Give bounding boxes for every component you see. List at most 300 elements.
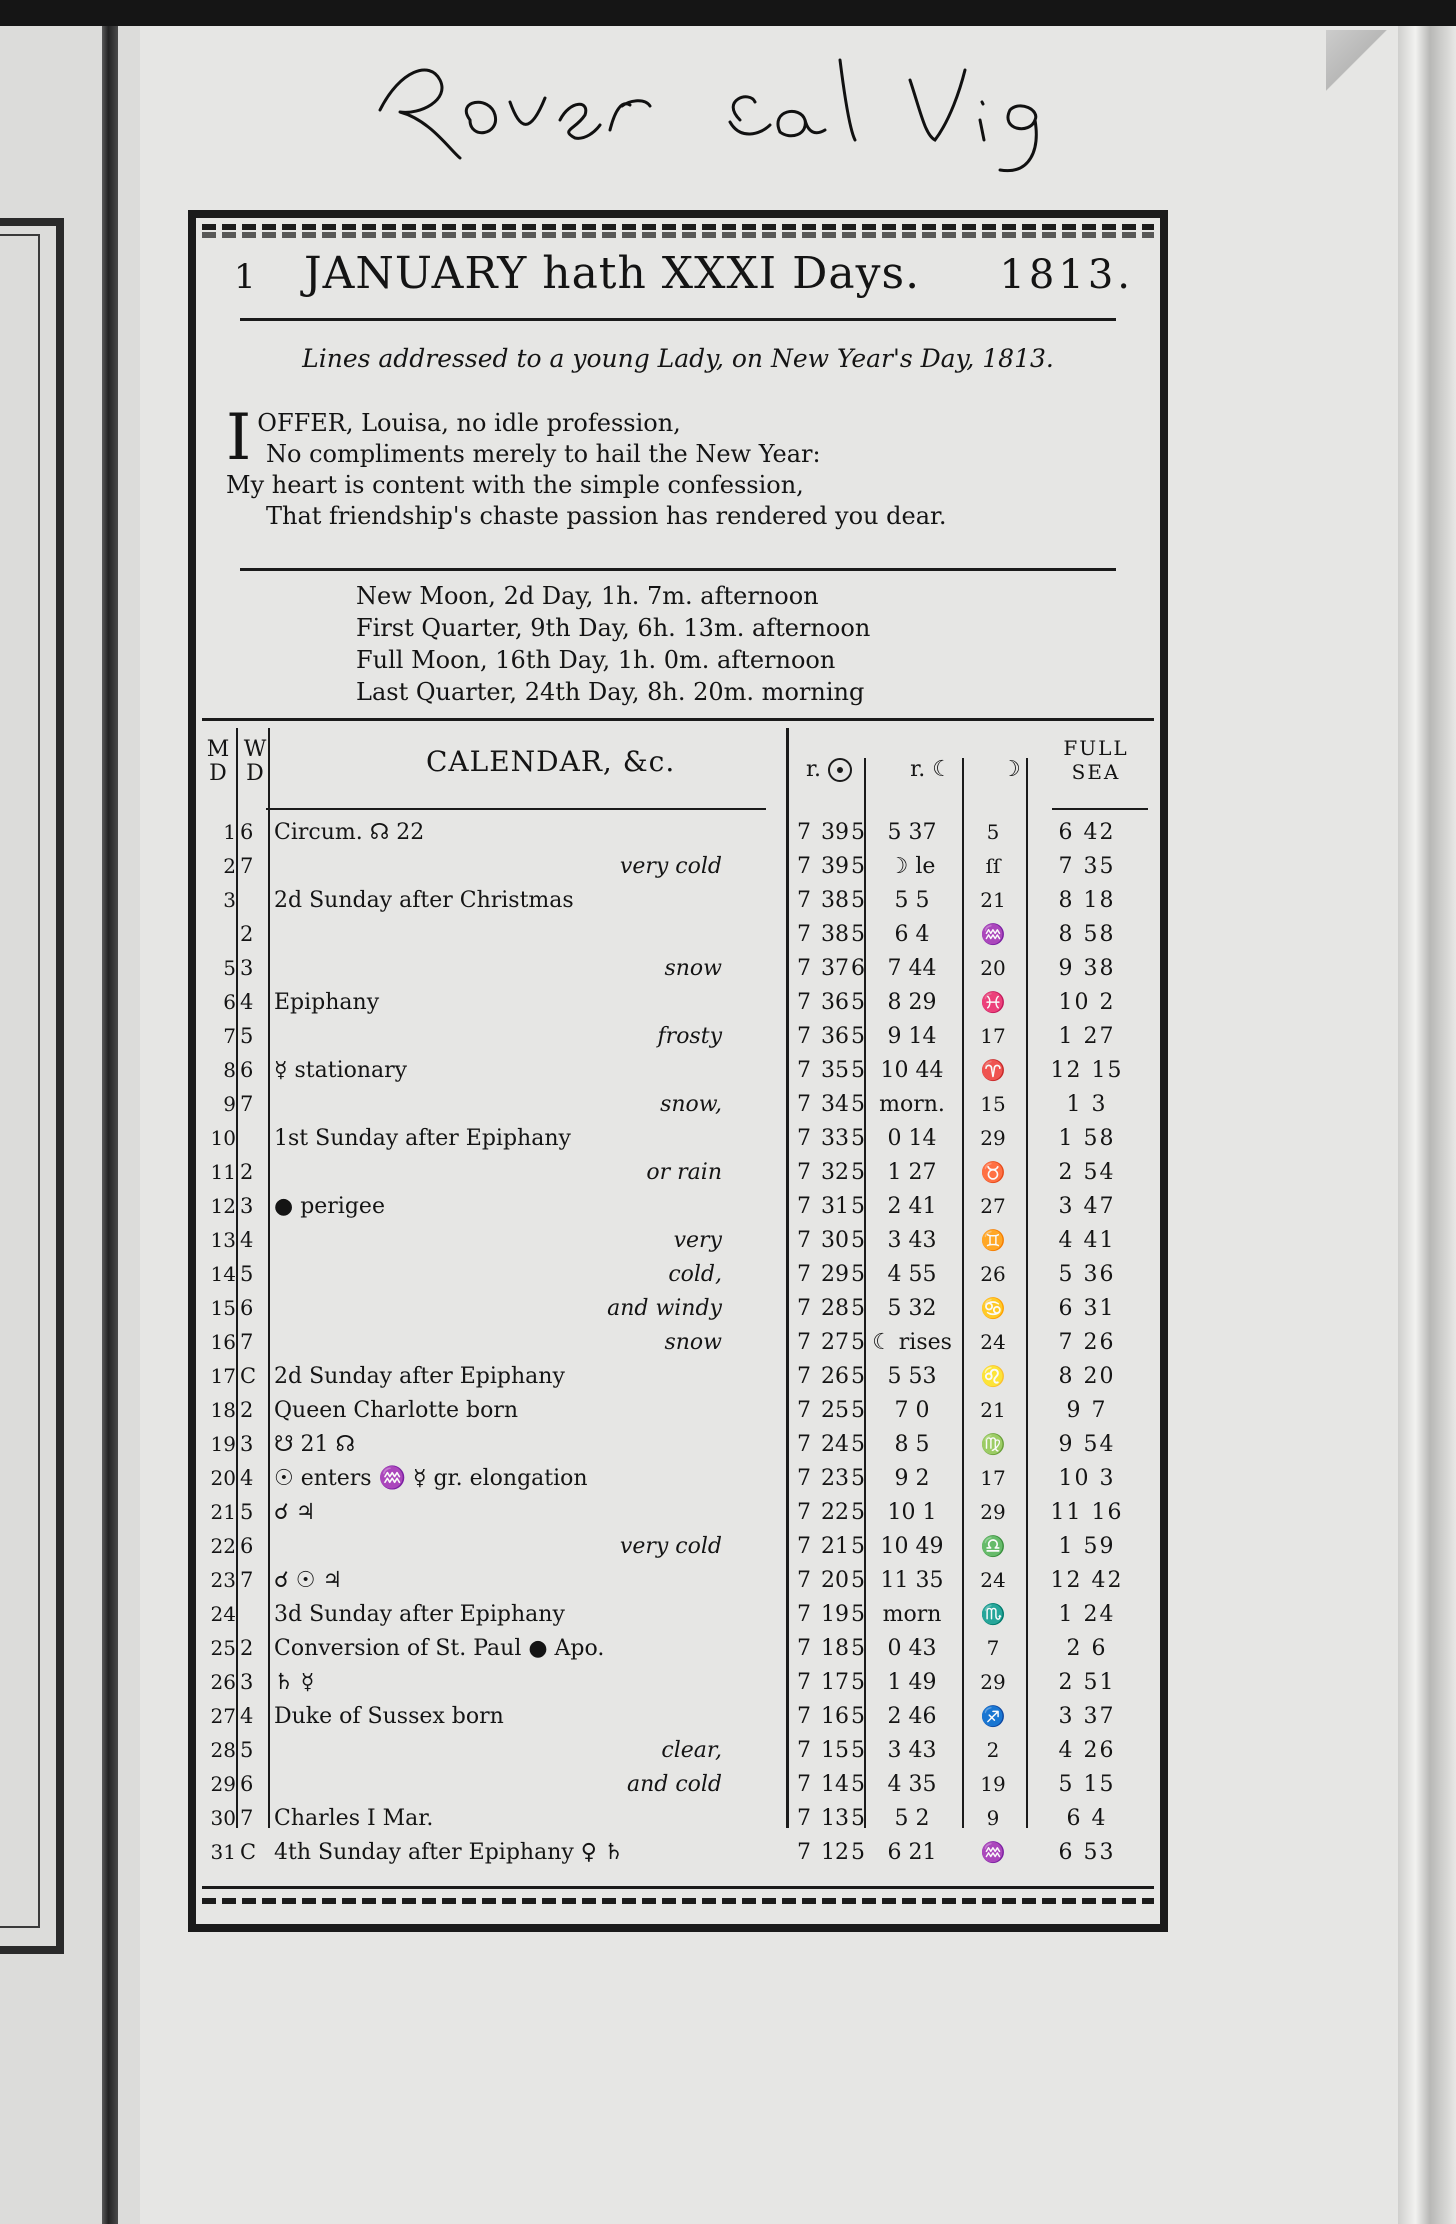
full-sea: 1 27 bbox=[1058, 1024, 1116, 1049]
full-sea: 1 58 bbox=[1058, 1126, 1116, 1151]
sun-rise-hour: 7 bbox=[797, 1058, 811, 1083]
sun-rise-hour: 7 bbox=[797, 1228, 811, 1253]
sun-rise-minute: 20 bbox=[821, 1568, 849, 1593]
moon-rise: 7 44 bbox=[887, 956, 937, 981]
day-of-week: 7 bbox=[240, 1568, 254, 1592]
sun-rise-minute: 16 bbox=[821, 1704, 849, 1729]
day-of-month: 15 bbox=[210, 1296, 236, 1320]
day-of-month: 23 bbox=[210, 1568, 236, 1592]
poem-line: My heart is content with the simple confession, bbox=[226, 471, 804, 499]
day-of-month: 7 bbox=[223, 1024, 236, 1048]
table-row bbox=[196, 1022, 1160, 1055]
full-sea: 7 35 bbox=[1058, 854, 1116, 879]
table-row bbox=[196, 1396, 1160, 1429]
sun-rise-minute: 23 bbox=[821, 1466, 849, 1491]
day-of-month: 21 bbox=[210, 1500, 236, 1524]
moon-rise: 5 32 bbox=[887, 1296, 937, 1321]
moon-rise: 1 49 bbox=[887, 1670, 937, 1695]
moon-rise: 8 5 bbox=[894, 1432, 930, 1457]
sun-rise-hour: 7 bbox=[797, 956, 811, 981]
weather-note: and cold bbox=[626, 1772, 722, 1797]
sun-rise-minute: 34 bbox=[821, 1092, 849, 1117]
moon-rise: morn bbox=[882, 1602, 942, 1627]
table-row bbox=[196, 1090, 1160, 1123]
day-of-month: 31 bbox=[210, 1840, 236, 1864]
full-sea: 1 24 bbox=[1058, 1602, 1116, 1627]
sun-rise-minute: 38 bbox=[821, 888, 849, 913]
moon-rise: 3 43 bbox=[887, 1228, 937, 1253]
top-ornamental-rule bbox=[202, 224, 1154, 230]
full-sea: 9 38 bbox=[1058, 956, 1116, 981]
day-of-week: 7 bbox=[240, 1092, 254, 1116]
sun-set-hour: 5 bbox=[851, 1364, 865, 1389]
full-sea: 12 15 bbox=[1050, 1058, 1124, 1083]
sun-set-hour: 5 bbox=[851, 1432, 865, 1457]
full-sea: 8 18 bbox=[1058, 888, 1116, 913]
bottom-ornamental-rule bbox=[202, 1898, 1154, 1904]
moon-place: 26 bbox=[980, 1262, 1006, 1286]
bottom-rule bbox=[202, 1886, 1154, 1889]
header-moon-rises: r. ☾ bbox=[910, 757, 952, 782]
day-of-month: 24 bbox=[210, 1602, 236, 1626]
sun-rise-minute: 37 bbox=[821, 956, 849, 981]
calendar-event: Queen Charlotte born bbox=[274, 1398, 519, 1423]
table-row bbox=[196, 1498, 1160, 1531]
sun-rise-hour: 7 bbox=[797, 1772, 811, 1797]
day-of-week: 4 bbox=[240, 1228, 254, 1252]
header-month-day: M D bbox=[206, 737, 230, 786]
day-of-month: 3 bbox=[223, 888, 236, 912]
table-row bbox=[196, 1600, 1160, 1633]
sun-rise-minute: 26 bbox=[821, 1364, 849, 1389]
table-row bbox=[196, 1158, 1160, 1191]
sun-rise-hour: 7 bbox=[797, 1160, 811, 1185]
sea-header-rule bbox=[1052, 808, 1148, 810]
sun-rise-hour: 7 bbox=[797, 854, 811, 879]
sun-rise-hour: 7 bbox=[797, 820, 811, 845]
calendar-event: 4th Sunday after Epiphany ♀ ♄ bbox=[274, 1840, 624, 1865]
calendar-event: ☌ ♃ bbox=[274, 1500, 316, 1525]
full-sea: 3 37 bbox=[1058, 1704, 1116, 1729]
moon-place: 29 bbox=[980, 1126, 1006, 1150]
sun-set-hour: 5 bbox=[851, 854, 865, 879]
full-sea: 4 41 bbox=[1058, 1228, 1116, 1253]
sun-rise-hour: 7 bbox=[797, 1296, 811, 1321]
full-sea: 2 6 bbox=[1066, 1636, 1108, 1661]
full-sea: 9 7 bbox=[1066, 1398, 1108, 1423]
sun-rise-hour: 7 bbox=[797, 1024, 811, 1049]
day-of-month: 10 bbox=[210, 1126, 236, 1150]
sun-rise-minute: 29 bbox=[821, 1262, 849, 1287]
day-of-week: 7 bbox=[240, 1330, 254, 1354]
full-sea: 9 54 bbox=[1058, 1432, 1116, 1457]
sun-rise-minute: 17 bbox=[821, 1670, 849, 1695]
sun-set-hour: 5 bbox=[851, 1636, 865, 1661]
title-rule bbox=[240, 318, 1116, 321]
day-of-week: 5 bbox=[240, 1262, 254, 1286]
day-of-week: 2 bbox=[240, 1398, 254, 1422]
weather-note: cold, bbox=[668, 1262, 722, 1287]
table-row bbox=[196, 1770, 1160, 1803]
full-sea: 6 31 bbox=[1058, 1296, 1116, 1321]
moon-place: 27 bbox=[980, 1194, 1006, 1218]
moon-place: 24 bbox=[980, 1568, 1006, 1592]
moon-rise: 1 27 bbox=[887, 1160, 937, 1185]
weather-note: or rain bbox=[646, 1160, 722, 1185]
full-sea: 2 51 bbox=[1058, 1670, 1116, 1695]
sun-rise-minute: 36 bbox=[821, 990, 849, 1015]
moon-place: 20 bbox=[980, 956, 1006, 980]
sun-rise-hour: 7 bbox=[797, 1194, 811, 1219]
table-row bbox=[196, 886, 1160, 919]
moon-phase-last-quarter: Last Quarter, 24th Day, 8h. 20m. morning bbox=[356, 678, 865, 706]
poem-rule bbox=[240, 568, 1116, 571]
day-of-month: 11 bbox=[210, 1160, 236, 1184]
table-row bbox=[196, 920, 1160, 953]
weather-note: very cold bbox=[619, 854, 722, 879]
full-sea: 3 47 bbox=[1058, 1194, 1116, 1219]
weather-note: very bbox=[673, 1228, 722, 1253]
day-of-month: 12 bbox=[210, 1194, 236, 1218]
weather-note: clear, bbox=[661, 1738, 722, 1763]
scan-top-edge bbox=[0, 0, 1456, 26]
day-of-month: 17 bbox=[210, 1364, 236, 1388]
moon-place: 15 bbox=[980, 1092, 1006, 1116]
full-sea: 10 3 bbox=[1058, 1466, 1116, 1491]
sun-rise-minute: 32 bbox=[821, 1160, 849, 1185]
sun-set-hour: 5 bbox=[851, 1160, 865, 1185]
table-row bbox=[196, 852, 1160, 885]
table-row bbox=[196, 954, 1160, 987]
sun-rise-minute: 39 bbox=[821, 854, 849, 879]
table-row bbox=[196, 1226, 1160, 1259]
sun-rise-hour: 7 bbox=[797, 1704, 811, 1729]
sun-set-hour: 5 bbox=[851, 1840, 865, 1865]
sun-rise-minute: 14 bbox=[821, 1772, 849, 1797]
header-rule bbox=[266, 808, 766, 810]
moon-place: 29 bbox=[980, 1500, 1006, 1524]
day-of-week: 6 bbox=[240, 820, 254, 844]
moon-rise: morn. bbox=[879, 1092, 945, 1117]
table-row bbox=[196, 818, 1160, 851]
full-sea: 8 58 bbox=[1058, 922, 1116, 947]
sun-rise-hour: 7 bbox=[797, 1738, 811, 1763]
facing-page-inner-border bbox=[0, 234, 40, 1928]
poem-subtitle: Lines addressed to a young Lady, on New Year's Day, 1813. bbox=[302, 344, 1054, 373]
day-of-week: 7 bbox=[240, 1806, 254, 1830]
moon-rise: 4 55 bbox=[887, 1262, 937, 1287]
table-row bbox=[196, 988, 1160, 1021]
sun-set-hour: 5 bbox=[851, 1262, 865, 1287]
weather-note: and windy bbox=[607, 1296, 722, 1321]
moon-rise: 3 43 bbox=[887, 1738, 937, 1763]
day-of-week: 3 bbox=[240, 1432, 254, 1456]
moon-rise: 5 53 bbox=[887, 1364, 937, 1389]
day-of-month: 6 bbox=[223, 990, 236, 1014]
day-of-month: 19 bbox=[210, 1432, 236, 1456]
moon-rise: 5 37 bbox=[887, 820, 937, 845]
full-sea: 10 2 bbox=[1058, 990, 1116, 1015]
poem-line: No compliments merely to hail the New Year: bbox=[266, 440, 821, 468]
sun-set-hour: 5 bbox=[851, 1024, 865, 1049]
moon-rise: 0 43 bbox=[887, 1636, 937, 1661]
sun-set-hour: 5 bbox=[851, 1670, 865, 1695]
full-sea: 5 36 bbox=[1058, 1262, 1116, 1287]
calendar-event: Duke of Sussex born bbox=[274, 1704, 504, 1729]
sun-rise-hour: 7 bbox=[797, 1534, 811, 1559]
sun-rise-hour: 7 bbox=[797, 1500, 811, 1525]
day-of-week: 3 bbox=[240, 1670, 254, 1694]
moon-place: ♏ bbox=[980, 1602, 1006, 1626]
day-of-month: 5 bbox=[223, 956, 236, 980]
moon-phase-first-quarter: First Quarter, 9th Day, 6h. 13m. afternoon bbox=[356, 614, 871, 642]
page-number: 1 bbox=[234, 257, 256, 297]
day-of-week: 5 bbox=[240, 1024, 254, 1048]
sun-rise-hour: 7 bbox=[797, 1840, 811, 1865]
sun-set-hour: 5 bbox=[851, 1704, 865, 1729]
sun-rise-hour: 7 bbox=[797, 1364, 811, 1389]
moon-phases bbox=[356, 580, 870, 708]
moon-rise: 10 44 bbox=[880, 1058, 944, 1083]
moon-place: ♈ bbox=[980, 1058, 1006, 1082]
month-heading bbox=[234, 248, 1134, 308]
sun-set-hour: 5 bbox=[851, 1126, 865, 1151]
sun-rise-hour: 7 bbox=[797, 1330, 811, 1355]
moon-place: ♉ bbox=[980, 1160, 1006, 1184]
calendar-event: 3d Sunday after Epiphany bbox=[274, 1602, 565, 1627]
header-week-day: W D bbox=[243, 737, 267, 786]
moon-place: 19 bbox=[980, 1772, 1006, 1796]
moon-rise: 8 29 bbox=[887, 990, 937, 1015]
sun-rise-hour: 7 bbox=[797, 1636, 811, 1661]
moon-place: ♊ bbox=[980, 1228, 1006, 1252]
sun-rise-hour: 7 bbox=[797, 990, 811, 1015]
sun-icon bbox=[828, 758, 852, 782]
full-sea: 6 4 bbox=[1066, 1806, 1108, 1831]
dog-ear-fold bbox=[1326, 30, 1396, 110]
day-of-month: 29 bbox=[210, 1772, 236, 1796]
sun-rise-hour: 7 bbox=[797, 1568, 811, 1593]
calendar-event: ● perigee bbox=[274, 1194, 385, 1219]
table-row bbox=[196, 1124, 1160, 1157]
sun-rise-hour: 7 bbox=[797, 1432, 811, 1457]
sun-rise-minute: 36 bbox=[821, 1024, 849, 1049]
moon-rise: 10 1 bbox=[887, 1500, 937, 1525]
month-title: JANUARY hath XXXI Days. bbox=[304, 248, 921, 299]
moon-rise: ☽ le bbox=[888, 854, 936, 879]
table-row bbox=[196, 1668, 1160, 1701]
day-of-month: 30 bbox=[210, 1806, 236, 1830]
header-sun-label: r. bbox=[805, 757, 822, 782]
day-of-week: 7 bbox=[240, 854, 254, 878]
table-row bbox=[196, 1362, 1160, 1395]
almanac-calendar-page bbox=[188, 210, 1168, 1932]
sun-rise-hour: 7 bbox=[797, 1602, 811, 1627]
calendar-event: Conversion of St. Paul ● Apo. bbox=[274, 1636, 605, 1661]
sun-rise-minute: 30 bbox=[821, 1228, 849, 1253]
sun-rise-hour: 7 bbox=[797, 1670, 811, 1695]
day-of-week: 6 bbox=[240, 1772, 254, 1796]
sun-rise-hour: 7 bbox=[797, 922, 811, 947]
day-of-month: 14 bbox=[210, 1262, 236, 1286]
calendar-event: 2d Sunday after Christmas bbox=[274, 888, 574, 913]
sun-rise-minute: 22 bbox=[821, 1500, 849, 1525]
sun-set-hour: 5 bbox=[851, 1092, 865, 1117]
moon-place: 24 bbox=[980, 1330, 1006, 1354]
moon-place: 5 bbox=[986, 820, 1000, 844]
header-moon-place: ☽ bbox=[1001, 757, 1021, 782]
sun-set-hour: 5 bbox=[851, 888, 865, 913]
day-of-month: 2 bbox=[223, 854, 236, 878]
day-of-month: 8 bbox=[223, 1058, 236, 1082]
sun-rise-minute: 24 bbox=[821, 1432, 849, 1457]
day-of-week: 2 bbox=[240, 922, 254, 946]
moon-phase-full: Full Moon, 16th Day, 1h. 0m. afternoon bbox=[356, 646, 836, 674]
sun-set-hour: 5 bbox=[851, 1806, 865, 1831]
day-of-week: 3 bbox=[240, 1194, 254, 1218]
moon-place: ♎ bbox=[980, 1534, 1006, 1558]
table-row bbox=[196, 1192, 1160, 1225]
moon-place: ♍ bbox=[980, 1432, 1006, 1456]
moon-rise: 5 2 bbox=[894, 1806, 930, 1831]
sun-rise-minute: 38 bbox=[821, 922, 849, 947]
moon-rise: 10 49 bbox=[880, 1534, 944, 1559]
day-of-week: 4 bbox=[240, 990, 254, 1014]
moon-place: 7 bbox=[986, 1636, 1000, 1660]
full-sea: 8 20 bbox=[1058, 1364, 1116, 1389]
moon-place: 21 bbox=[980, 1398, 1006, 1422]
table-row bbox=[196, 1838, 1160, 1871]
calendar-event: Epiphany bbox=[274, 990, 380, 1015]
sun-set-hour: 5 bbox=[851, 820, 865, 845]
sun-set-hour: 5 bbox=[851, 1772, 865, 1797]
full-sea: 1 3 bbox=[1066, 1092, 1108, 1117]
year-label: 1813. bbox=[999, 252, 1134, 298]
poem-dropcap: I bbox=[226, 401, 252, 475]
sun-rise-hour: 7 bbox=[797, 1398, 811, 1423]
moon-rise: 6 4 bbox=[894, 922, 930, 947]
moon-place: ♌ bbox=[980, 1364, 1006, 1388]
sun-rise-minute: 39 bbox=[821, 820, 849, 845]
moon-place: 17 bbox=[980, 1466, 1006, 1490]
sun-set-hour: 5 bbox=[851, 1228, 865, 1253]
sun-rise-minute: 15 bbox=[821, 1738, 849, 1763]
table-row bbox=[196, 1294, 1160, 1327]
sun-set-hour: 5 bbox=[851, 1738, 865, 1763]
calendar-event: Circum. ☊ 22 bbox=[274, 820, 425, 845]
moon-rise: 9 2 bbox=[894, 1466, 930, 1491]
sun-rise-hour: 7 bbox=[797, 1466, 811, 1491]
sun-set-hour: 5 bbox=[851, 1466, 865, 1491]
table-row bbox=[196, 1532, 1160, 1565]
table-row bbox=[196, 1804, 1160, 1837]
sun-rise-minute: 12 bbox=[821, 1840, 849, 1865]
sun-set-hour: 5 bbox=[851, 1398, 865, 1423]
day-of-week: 6 bbox=[240, 1296, 254, 1320]
calendar-event: 1st Sunday after Epiphany bbox=[274, 1126, 571, 1151]
sun-set-hour: 5 bbox=[851, 1058, 865, 1083]
sun-set-hour: 5 bbox=[851, 1534, 865, 1559]
poem-line: That friendship's chaste passion has rendered you dear. bbox=[266, 502, 947, 530]
full-sea: 6 53 bbox=[1058, 1840, 1116, 1865]
day-of-week: 2 bbox=[240, 1160, 254, 1184]
sun-set-hour: 5 bbox=[851, 1194, 865, 1219]
table-row bbox=[196, 1260, 1160, 1293]
weather-note: frosty bbox=[657, 1024, 722, 1049]
sun-set-hour: 5 bbox=[851, 1296, 865, 1321]
table-row bbox=[196, 1736, 1160, 1769]
header-full-sea: FULL SEA bbox=[1063, 736, 1129, 784]
table-row bbox=[196, 1634, 1160, 1667]
sun-rise-minute: 27 bbox=[821, 1330, 849, 1355]
moon-place: 29 bbox=[980, 1670, 1006, 1694]
day-of-week: 5 bbox=[240, 1738, 254, 1762]
day-of-week: 6 bbox=[240, 1058, 254, 1082]
table-row bbox=[196, 1566, 1160, 1599]
weather-note: snow, bbox=[660, 1092, 722, 1117]
day-of-month: 9 bbox=[223, 1092, 236, 1116]
sun-rise-minute: 19 bbox=[821, 1602, 849, 1627]
moon-place: ♐ bbox=[980, 1704, 1006, 1728]
day-of-month: 13 bbox=[210, 1228, 236, 1252]
moon-rise: 7 0 bbox=[894, 1398, 930, 1423]
day-of-month: 27 bbox=[210, 1704, 236, 1728]
calendar-event: 2d Sunday after Epiphany bbox=[274, 1364, 565, 1389]
sun-rise-minute: 25 bbox=[821, 1398, 849, 1423]
header-calendar: CALENDAR, &c. bbox=[426, 745, 676, 778]
full-sea: 6 42 bbox=[1058, 820, 1116, 845]
day-of-week: 4 bbox=[240, 1704, 254, 1728]
calendar-event: ☉ enters ♒ ☿ gr. elongation bbox=[274, 1466, 588, 1491]
day-of-week: 5 bbox=[240, 1500, 254, 1524]
moon-rise: 4 35 bbox=[887, 1772, 937, 1797]
sun-rise-hour: 7 bbox=[797, 888, 811, 913]
sun-rise-minute: 18 bbox=[821, 1636, 849, 1661]
sun-rise-hour: 7 bbox=[797, 1092, 811, 1117]
sun-rise-minute: 33 bbox=[821, 1126, 849, 1151]
moon-place: 17 bbox=[980, 1024, 1006, 1048]
moon-rise: 2 41 bbox=[887, 1194, 937, 1219]
sun-set-hour: 5 bbox=[851, 1568, 865, 1593]
calendar-event: ☿ stationary bbox=[274, 1058, 408, 1083]
moon-rise: 9 14 bbox=[887, 1024, 937, 1049]
day-of-month: 20 bbox=[210, 1466, 236, 1490]
full-sea: 5 15 bbox=[1058, 1772, 1116, 1797]
moon-place: 21 bbox=[980, 888, 1006, 912]
sun-set-hour: 5 bbox=[851, 1330, 865, 1355]
moon-rise: 5 5 bbox=[894, 888, 930, 913]
table-row bbox=[196, 1464, 1160, 1497]
day-of-month: 1 bbox=[223, 820, 236, 844]
weather-note: very cold bbox=[619, 1534, 722, 1559]
poem bbox=[226, 401, 1146, 532]
moon-phase-new: New Moon, 2d Day, 1h. 7m. afternoon bbox=[356, 582, 819, 610]
sun-set-hour: 5 bbox=[851, 990, 865, 1015]
day-of-month: 18 bbox=[210, 1398, 236, 1422]
moon-rise: ☾ rises bbox=[872, 1330, 952, 1355]
moon-place: ♋ bbox=[980, 1296, 1006, 1320]
sun-set-hour: 5 bbox=[851, 922, 865, 947]
table-row bbox=[196, 1056, 1160, 1089]
calendar-event: Charles I Mar. bbox=[274, 1806, 434, 1831]
header-sun-rises bbox=[794, 758, 864, 782]
calendar-event: ♄ ☿ bbox=[274, 1670, 315, 1695]
sun-rise-minute: 35 bbox=[821, 1058, 849, 1083]
full-sea: 11 16 bbox=[1050, 1500, 1124, 1525]
day-of-week: 3 bbox=[240, 956, 254, 980]
moon-rise: 11 35 bbox=[880, 1568, 944, 1593]
table-top-rule bbox=[202, 718, 1154, 721]
